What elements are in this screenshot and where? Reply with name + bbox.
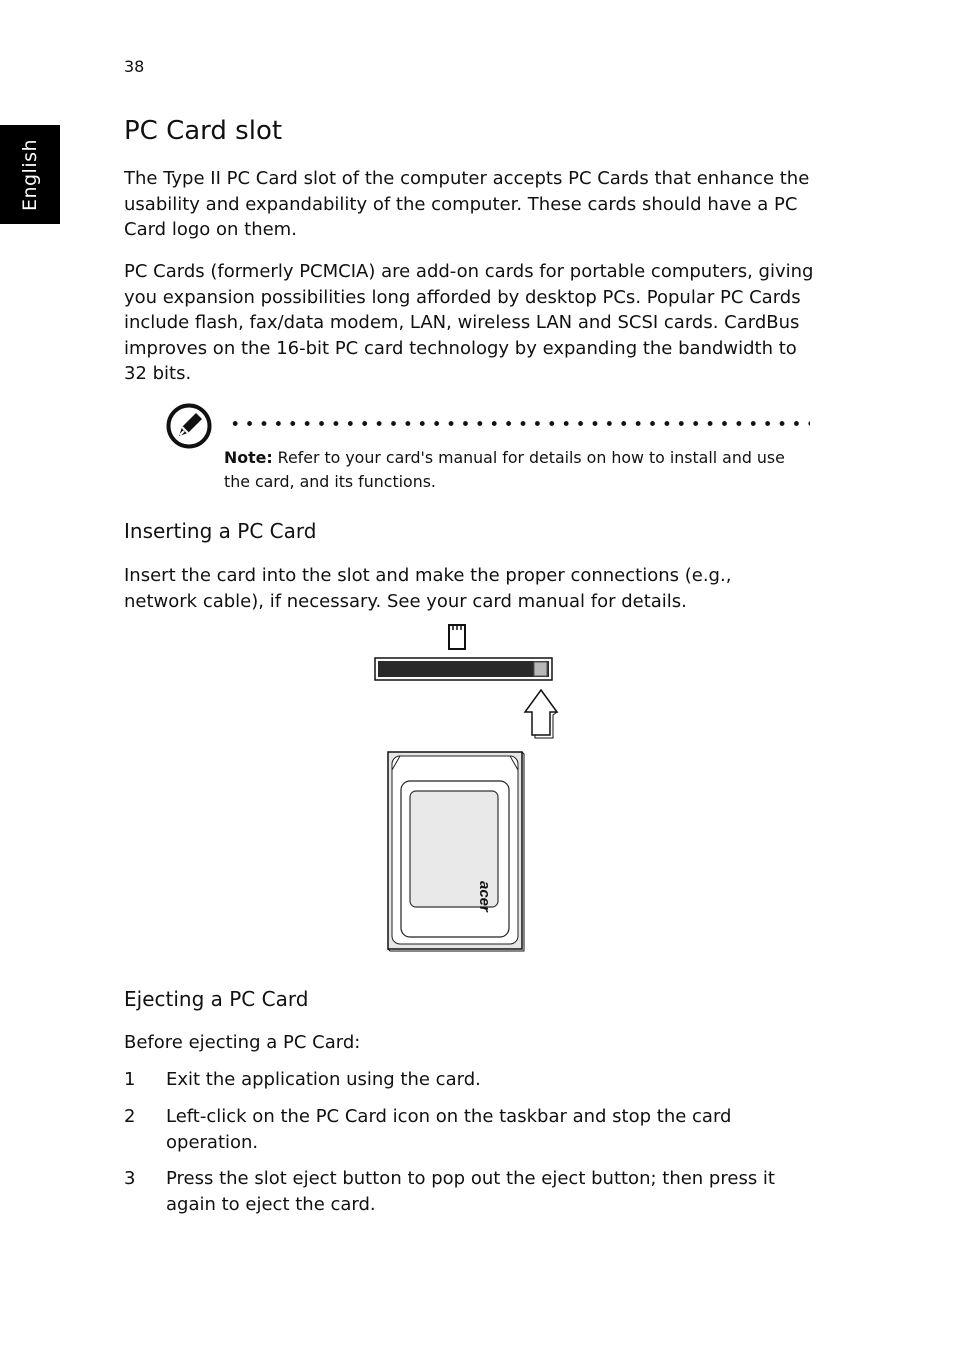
note-pen-icon [165,402,213,450]
language-tab-label: English [19,138,41,211]
page-number: 38 [124,57,145,76]
card-logo: acer [476,881,493,912]
ejecting-intro: Before ejecting a PC Card: [124,1032,361,1053]
pc-card-slot-icon [449,625,465,649]
note-text [224,446,814,493]
insert-arrow-up-icon [525,690,557,738]
note-divider [228,421,810,426]
card-slot [375,658,552,680]
pc-card [388,752,524,951]
step-number: 3 [124,1168,136,1189]
step-text: Press the slot eject button to pop out the eject button; then press it again to eject the card. [166,1168,775,1215]
note-label: Note: [224,448,273,467]
note-body: Refer to your card's manual for details on how to install and use the card, and its functions. [224,448,785,491]
intro-paragraph-2: PC Cards (formerly PCMCIA) are add-on cards for portable computers, giving you expansion possibilities long afforded by desktop PCs. Popular PC Cards include flash, fax/data modem, LAN, wireless LAN and SCSI cards. CardBus improves on the 16-bit PC card technology by expanding the bandwidth to 32 bits. [124,261,814,384]
inserting-text: Insert the card into the slot and make the proper connections (e.g., network cable), if necessary. See your card manual for details. [124,565,732,612]
step-number: 2 [124,1106,136,1127]
ejecting-heading: Ejecting a PC Card [124,987,309,1011]
step-text: Exit the application using the card. [166,1069,481,1090]
intro-paragraph-1: The Type II PC Card slot of the computer accepts PC Cards that enhance the usability and expandability of the computer. These cards should have a PC Card logo on them. [124,168,810,240]
section-title: PC Card slot [124,116,283,146]
step-text: Left-click on the PC Card icon on the taskbar and stop the card operation. [166,1106,732,1153]
inserting-heading: Inserting a PC Card [124,519,317,543]
language-tab [0,125,60,224]
step-number: 1 [124,1069,136,1090]
pc-card-insertion-figure [370,620,570,955]
